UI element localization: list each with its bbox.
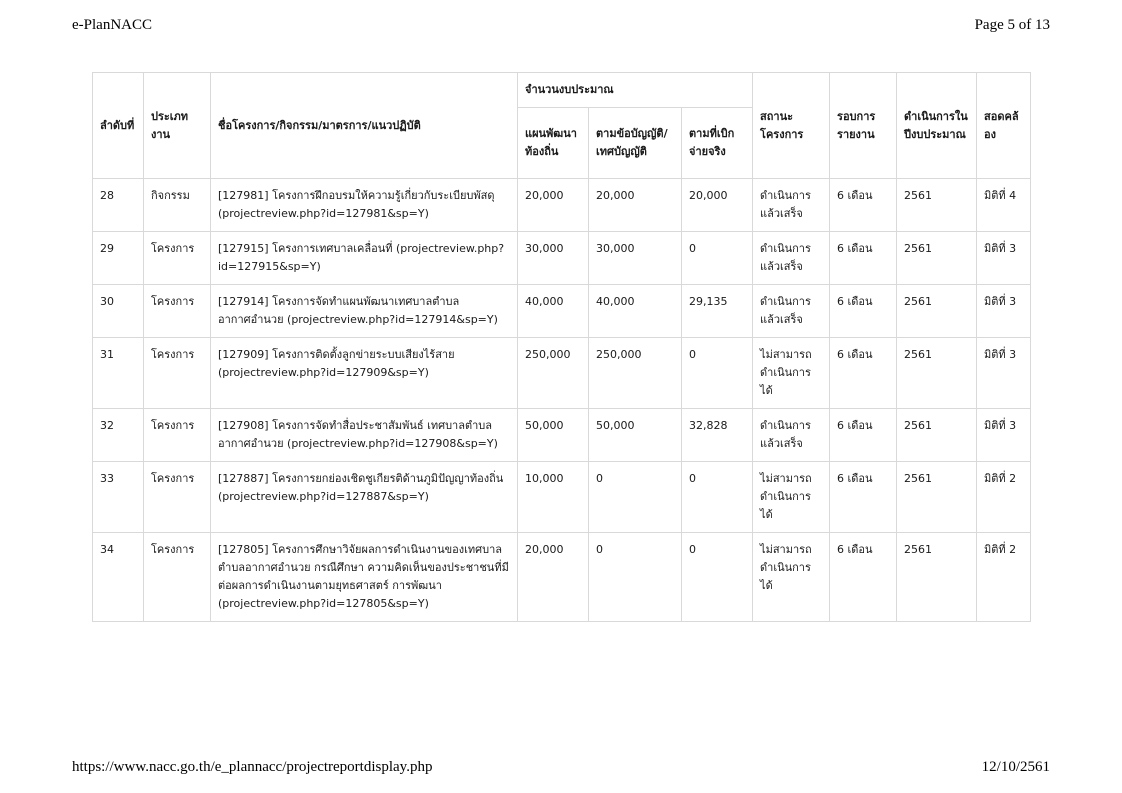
cell-budget-plan: 20,000 bbox=[518, 179, 589, 232]
cell-alignment: มิติที่ 4 bbox=[977, 179, 1031, 232]
cell-budget-plan: 50,000 bbox=[518, 409, 589, 462]
cell-type: กิจกรรม bbox=[144, 179, 211, 232]
cell-status: ไม่สามารถดำเนินการได้ bbox=[753, 338, 830, 409]
table-row bbox=[93, 338, 1031, 409]
header-budget-plan: แผนพัฒนาท้องถิ่น bbox=[518, 108, 589, 179]
cell-period: 6 เดือน bbox=[830, 179, 897, 232]
cell-budget-law: 250,000 bbox=[589, 338, 682, 409]
cell-status: ดำเนินการแล้วเสร็จ bbox=[753, 232, 830, 285]
cell-type: โครงการ bbox=[144, 533, 211, 622]
cell-budget-actual: 29,135 bbox=[682, 285, 753, 338]
cell-type: โครงการ bbox=[144, 285, 211, 338]
cell-budget-law: 20,000 bbox=[589, 179, 682, 232]
cell-project-name: [127914] โครงการจัดทำแผนพัฒนาเทศบาลตำบลอากาศอำนวย (projectreview.php?id=127914&sp=Y) bbox=[211, 285, 518, 338]
cell-budget-actual: 0 bbox=[682, 533, 753, 622]
cell-alignment: มิติที่ 2 bbox=[977, 462, 1031, 533]
cell-budget-actual: 0 bbox=[682, 338, 753, 409]
cell-type: โครงการ bbox=[144, 462, 211, 533]
page-header-site: e-PlanNACC bbox=[72, 17, 152, 33]
cell-budget-law: 0 bbox=[589, 462, 682, 533]
cell-project-name: [127909] โครงการติดตั้งลูกข่ายระบบเสียงไร้สาย (projectreview.php?id=127909&sp=Y) bbox=[211, 338, 518, 409]
cell-budget-law: 0 bbox=[589, 533, 682, 622]
table-row bbox=[93, 285, 1031, 338]
cell-budget-plan: 30,000 bbox=[518, 232, 589, 285]
cell-project-name: [127887] โครงการยกย่องเชิดชูเกียรติด้านภูมิปัญญาท้องถิ่น (projectreview.php?id=127887&sp=Y) bbox=[211, 462, 518, 533]
header-type: ประเภทงาน bbox=[144, 73, 211, 179]
cell-period: 6 เดือน bbox=[830, 462, 897, 533]
cell-no: 29 bbox=[93, 232, 144, 285]
table-header bbox=[93, 73, 1031, 179]
cell-fiscal-year: 2561 bbox=[897, 179, 977, 232]
cell-type: โครงการ bbox=[144, 338, 211, 409]
cell-budget-actual: 0 bbox=[682, 462, 753, 533]
cell-alignment: มิติที่ 3 bbox=[977, 232, 1031, 285]
cell-fiscal-year: 2561 bbox=[897, 232, 977, 285]
page-footer-date: 12/10/2561 bbox=[981, 759, 1050, 775]
cell-budget-actual: 32,828 bbox=[682, 409, 753, 462]
cell-fiscal-year: 2561 bbox=[897, 533, 977, 622]
cell-status: ดำเนินการแล้วเสร็จ bbox=[753, 409, 830, 462]
cell-alignment: มิติที่ 3 bbox=[977, 285, 1031, 338]
project-report-table bbox=[92, 72, 1031, 622]
table-body bbox=[93, 179, 1031, 622]
header-name: ชื่อโครงการ/กิจกรรม/มาตรการ/แนวปฏิบัติ bbox=[211, 73, 518, 179]
cell-period: 6 เดือน bbox=[830, 533, 897, 622]
header-alignment: สอดคล้อง bbox=[977, 73, 1031, 179]
cell-budget-plan: 40,000 bbox=[518, 285, 589, 338]
cell-alignment: มิติที่ 3 bbox=[977, 409, 1031, 462]
cell-fiscal-year: 2561 bbox=[897, 409, 977, 462]
header-period: รอบการรายงาน bbox=[830, 73, 897, 179]
cell-alignment: มิติที่ 3 bbox=[977, 338, 1031, 409]
cell-type: โครงการ bbox=[144, 409, 211, 462]
cell-period: 6 เดือน bbox=[830, 338, 897, 409]
cell-budget-law: 40,000 bbox=[589, 285, 682, 338]
page-header-page-number: Page 5 of 13 bbox=[974, 17, 1050, 33]
cell-fiscal-year: 2561 bbox=[897, 338, 977, 409]
cell-no: 32 bbox=[93, 409, 144, 462]
cell-period: 6 เดือน bbox=[830, 285, 897, 338]
table-row bbox=[93, 232, 1031, 285]
table-row bbox=[93, 462, 1031, 533]
cell-alignment: มิติที่ 2 bbox=[977, 533, 1031, 622]
cell-budget-plan: 250,000 bbox=[518, 338, 589, 409]
header-status: สถานะโครงการ bbox=[753, 73, 830, 179]
cell-project-name: [127908] โครงการจัดทำสื่อประชาสัมพันธ์ เทศบาลตำบลอากาศอำนวย (projectreview.php?id=127908&sp=Y) bbox=[211, 409, 518, 462]
cell-project-name: [127981] โครงการฝึกอบรมให้ความรู้เกี่ยวกับระเบียบพัสดุ (projectreview.php?id=127981&sp=Y) bbox=[211, 179, 518, 232]
cell-status: ไม่สามารถดำเนินการได้ bbox=[753, 533, 830, 622]
cell-fiscal-year: 2561 bbox=[897, 285, 977, 338]
cell-no: 33 bbox=[93, 462, 144, 533]
header-budget-law: ตามข้อบัญญัติ/เทศบัญญัติ bbox=[589, 108, 682, 179]
table-row bbox=[93, 533, 1031, 622]
cell-period: 6 เดือน bbox=[830, 409, 897, 462]
cell-budget-plan: 10,000 bbox=[518, 462, 589, 533]
cell-no: 30 bbox=[93, 285, 144, 338]
cell-status: ดำเนินการแล้วเสร็จ bbox=[753, 285, 830, 338]
cell-no: 31 bbox=[93, 338, 144, 409]
header-fiscal-year: ดำเนินการในปีงบประมาณ bbox=[897, 73, 977, 179]
table-row bbox=[93, 409, 1031, 462]
cell-fiscal-year: 2561 bbox=[897, 462, 977, 533]
cell-budget-plan: 20,000 bbox=[518, 533, 589, 622]
cell-no: 28 bbox=[93, 179, 144, 232]
cell-status: ดำเนินการแล้วเสร็จ bbox=[753, 179, 830, 232]
cell-period: 6 เดือน bbox=[830, 232, 897, 285]
header-budget-actual: ตามที่เบิกจ่ายจริง bbox=[682, 108, 753, 179]
cell-budget-actual: 20,000 bbox=[682, 179, 753, 232]
cell-budget-law: 30,000 bbox=[589, 232, 682, 285]
table-row bbox=[93, 179, 1031, 232]
header-no: ลำดับที่ bbox=[93, 73, 144, 179]
cell-no: 34 bbox=[93, 533, 144, 622]
cell-project-name: [127915] โครงการเทศบาลเคลื่อนที่ (projectreview.php?id=127915&sp=Y) bbox=[211, 232, 518, 285]
cell-status: ไม่สามารถดำเนินการได้ bbox=[753, 462, 830, 533]
cell-type: โครงการ bbox=[144, 232, 211, 285]
cell-budget-law: 50,000 bbox=[589, 409, 682, 462]
header-budget-group: จำนวนงบประมาณ bbox=[518, 73, 753, 108]
cell-budget-actual: 0 bbox=[682, 232, 753, 285]
cell-project-name: [127805] โครงการศึกษาวิจัยผลการดำเนินงานของเทศบาลตำบลอากาศอำนวย กรณีศึกษา ความคิดเห็นของประชาชนที่มีต่อผลการดำเนินงานตามยุทธศาสตร์ การพัฒนา (projectreview.php?id=127805&sp=Y) bbox=[211, 533, 518, 622]
page-footer-url: https://www.nacc.go.th/e_plannacc/projectreportdisplay.php bbox=[72, 759, 433, 775]
